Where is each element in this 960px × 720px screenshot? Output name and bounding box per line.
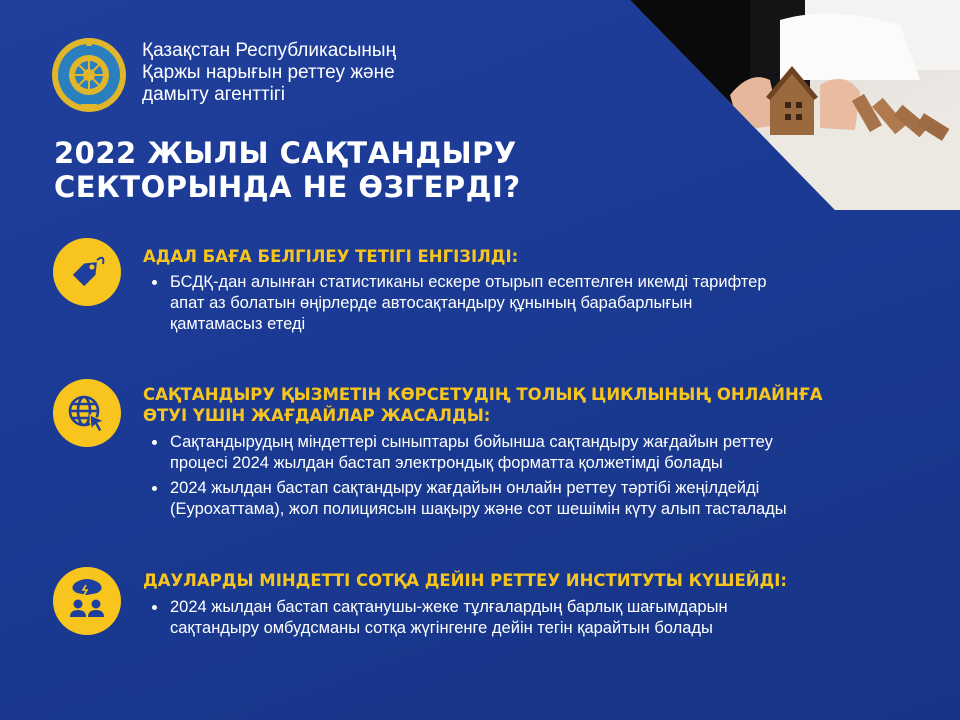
page-title — [54, 136, 574, 204]
agency-name-line: Қазақстан Республикасының — [142, 40, 397, 61]
agency-name-line: дамыту агенттігі — [142, 84, 285, 105]
dispute-people-icon — [53, 567, 121, 635]
price-tag-icon — [53, 238, 121, 306]
bullet-list — [148, 432, 938, 524]
list-item-line: қамтамасыз етеді — [170, 315, 306, 333]
list-item-line: сақтандыру омбудсманы сотқа жүгінгенге дейін тегін қарайтын болады — [170, 619, 713, 637]
agency-name-line: Қаржы нарығын реттеу және — [142, 62, 395, 83]
section-heading — [143, 246, 923, 267]
page-title-line: 2022 ЖЫЛЫ САҚТАНДЫРУ — [54, 136, 517, 170]
list-item-line: 2024 жылдан бастап сақтанушы-жеке тұлғалардың барлық шағымдарын — [170, 598, 728, 616]
list-item — [148, 432, 938, 474]
bullet-list — [148, 272, 938, 339]
list-item-line: (Еурохаттама), жол полициясын шақыру және сот шешімін күту алып тасталады — [170, 500, 787, 518]
list-item-line: Сақтандырудың міндеттері сыныптары бойынша сақтандыру жағдайын реттеу — [170, 433, 773, 451]
bullet-list — [148, 597, 938, 643]
house-protection-photo — [630, 0, 960, 210]
section-heading-line: ДАУЛАРДЫ МІНДЕТТІ СОТҚА ДЕЙІН РЕТТЕУ ИНСТИТУТЫ КҮШЕЙДІ: — [143, 571, 787, 590]
list-item — [148, 272, 938, 335]
agency-name — [142, 40, 462, 106]
list-item — [148, 597, 938, 639]
list-item-line: БСДҚ-дан алынған статистиканы ескере отырып есептелген икемді тарифтер — [170, 273, 767, 291]
section-heading-line: АДАЛ БАҒА БЕЛГІЛЕУ ТЕТІГІ ЕНГІЗІЛДІ: — [143, 247, 519, 266]
list-item-line: 2024 жылдан бастап сақтандыру жағдайын онлайн реттеу тәртібі жеңілдейді — [170, 479, 760, 497]
section-heading — [143, 570, 923, 591]
list-item-line: процесі 2024 жылдан бастап электрондық форматта қолжетімді болады — [170, 454, 723, 472]
section-heading-line: САҚТАНДЫРУ ҚЫЗМЕТІН КӨРСЕТУДІҢ ТОЛЫҚ ЦИКЛЫНЫҢ ОНЛАЙНҒА — [143, 385, 823, 404]
kazakhstan-emblem-icon — [50, 36, 128, 114]
section-heading-line: ӨТУІ ҮШІН ЖАҒДАЙЛАР ЖАСАЛДЫ: — [143, 406, 491, 425]
section-heading — [143, 384, 923, 426]
list-item — [148, 478, 938, 520]
page-title-line: СЕКТОРЫНДА НЕ ӨЗГЕРДІ? — [54, 170, 521, 204]
globe-cursor-icon — [53, 379, 121, 447]
list-item-line: апат аз болатын өңірлерде автосақтандыру құнының барабарлығын — [170, 294, 693, 312]
